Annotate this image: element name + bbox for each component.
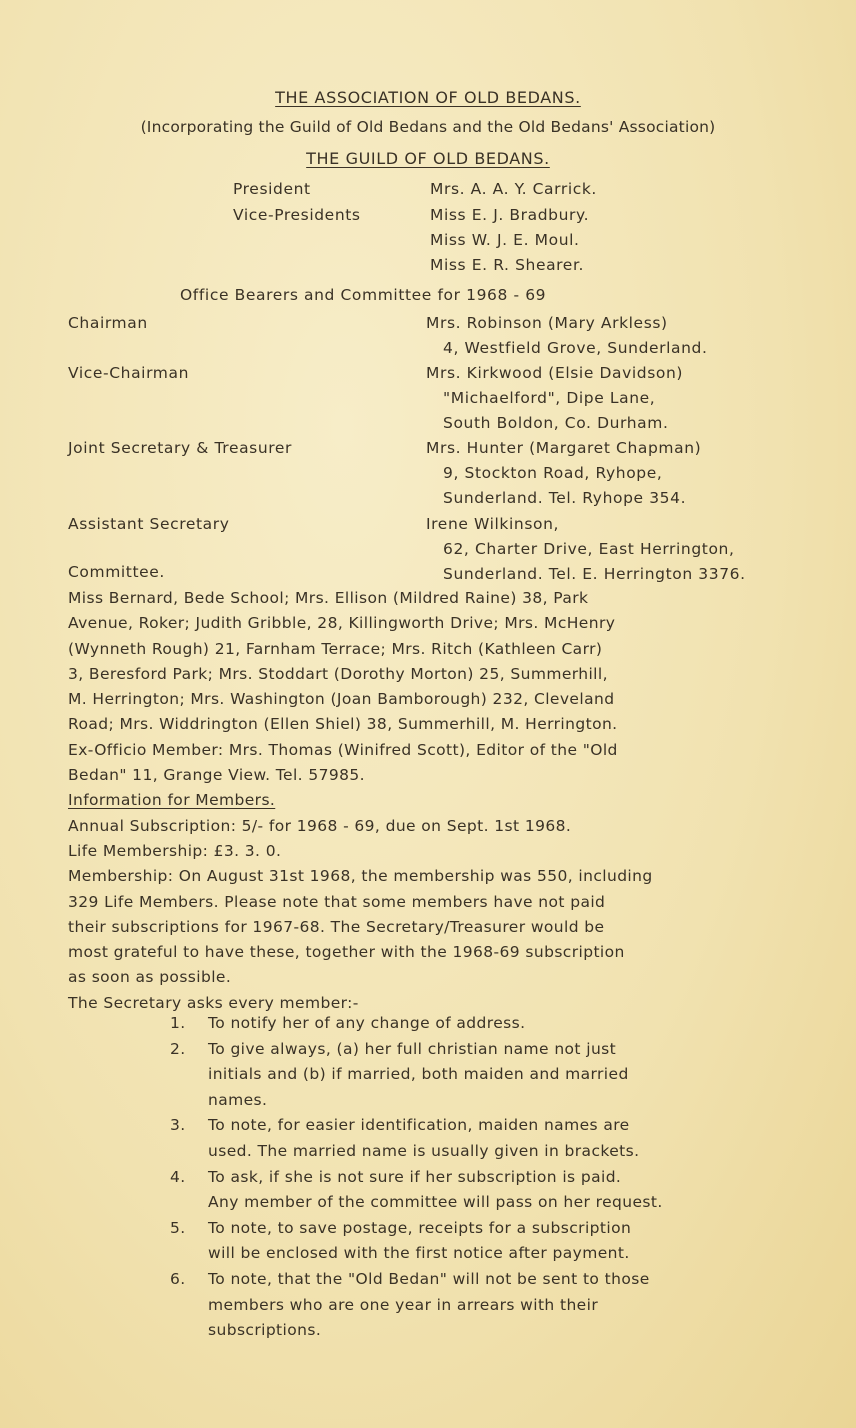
- request-text: will be enclosed with the first notice after payment.: [208, 1244, 630, 1263]
- request-item: [170, 1165, 790, 1216]
- officer-address: "Michaelford", Dipe Lane,: [443, 389, 656, 407]
- request-number: 5.: [170, 1218, 186, 1237]
- officer-address: 62, Charter Drive, East Herrington,: [443, 540, 735, 558]
- document-title: THE ASSOCIATION OF OLD BEDANS.: [275, 88, 581, 107]
- officer-role: Chairman: [68, 314, 148, 332]
- request-text: Any member of the committee will pass on her request.: [208, 1193, 663, 1212]
- request-text: To notify her of any change of address.: [208, 1014, 526, 1032]
- officer-address: Sunderland. Tel. E. Herrington 3376.: [443, 565, 746, 583]
- info-line: Life Membership: £3. 3. 0.: [68, 841, 282, 860]
- president-label: President: [233, 180, 311, 198]
- request-item: [170, 1037, 790, 1114]
- info-line: Annual Subscription: 5/- for 1968 - 69, due on Sept. 1st 1968.: [68, 816, 572, 835]
- vice-president-name: Miss E. R. Shearer.: [430, 256, 585, 274]
- requests-list: [170, 1011, 790, 1344]
- guild-heading: THE GUILD OF OLD BEDANS.: [306, 149, 550, 168]
- committee-line: M. Herrington; Mrs. Washington (Joan Bamborough) 232, Cleveland: [68, 690, 615, 709]
- office-bearers-heading: Office Bearers and Committee for 1968 - 69: [180, 286, 547, 304]
- request-text: To note, that the "Old Bedan" will not be sent to those: [208, 1269, 650, 1288]
- vice-presidents-label: Vice-Presidents: [233, 206, 361, 224]
- vice-president-name: Miss W. J. E. Moul.: [430, 231, 580, 249]
- officer-role: Assistant Secretary: [68, 515, 230, 533]
- officer-address: 4, Westfield Grove, Sunderland.: [443, 339, 708, 357]
- officer-role: Joint Secretary & Treasurer: [68, 439, 293, 457]
- officer-name: Mrs. Robinson (Mary Arkless): [426, 314, 668, 332]
- info-line: most grateful to have these, together with the 1968-69 subscription: [68, 943, 625, 962]
- request-item: [170, 1011, 790, 1037]
- request-text: To note, for easier identification, maiden names are: [208, 1116, 630, 1135]
- committee-line: Bedan" 11, Grange View. Tel. 57985.: [68, 766, 365, 785]
- officer-name: Mrs. Hunter (Margaret Chapman): [426, 439, 702, 457]
- request-number: 2.: [170, 1039, 186, 1058]
- request-text: To give always, (a) her full christian name not just: [208, 1039, 617, 1058]
- info-line: The Secretary asks every member:-: [68, 993, 359, 1012]
- committee-line: Ex-Officio Member: Mrs. Thomas (Winifred Scott), Editor of the "Old: [68, 740, 618, 759]
- request-text: To ask, if she is not sure if her subscription is paid.: [208, 1167, 622, 1186]
- committee-line: Road; Mrs. Widdrington (Ellen Shiel) 38, Summerhill, M. Herrington.: [68, 715, 618, 734]
- request-text: subscriptions.: [208, 1321, 322, 1340]
- request-text: used. The married name is usually given in brackets.: [208, 1141, 640, 1160]
- info-line: as soon as possible.: [68, 968, 232, 987]
- document-subtitle: (Incorporating the Guild of Old Bedans and the Old Bedans' Association): [140, 118, 716, 136]
- request-item: [170, 1267, 790, 1344]
- committee-label: Committee.: [68, 563, 165, 581]
- request-item: [170, 1216, 790, 1267]
- officer-address: South Boldon, Co. Durham.: [443, 414, 669, 432]
- vice-president-name: Miss E. J. Bradbury.: [430, 206, 590, 224]
- officer-name: Irene Wilkinson,: [426, 515, 560, 533]
- request-text: names.: [208, 1090, 268, 1109]
- committee-line: 3, Beresford Park; Mrs. Stoddart (Dorothy Morton) 25, Summerhill,: [68, 664, 608, 683]
- info-line: Membership: On August 31st 1968, the membership was 550, including: [68, 867, 653, 886]
- officer-name: Mrs. Kirkwood (Elsie Davidson): [426, 364, 684, 382]
- info-line: 329 Life Members. Please note that some members have not paid: [68, 892, 606, 911]
- request-item: [170, 1113, 790, 1164]
- committee-line: Miss Bernard, Bede School; Mrs. Ellison (Mildred Raine) 38, Park: [68, 589, 589, 607]
- president-name: Mrs. A. A. Y. Carrick.: [430, 180, 597, 198]
- request-number: 3.: [170, 1116, 186, 1135]
- request-number: 1.: [170, 1014, 186, 1032]
- request-number: 6.: [170, 1269, 186, 1288]
- request-text: members who are one year in arrears with their: [208, 1295, 599, 1314]
- request-number: 4.: [170, 1167, 186, 1186]
- request-text: To note, to save postage, receipts for a subscription: [208, 1218, 632, 1237]
- officer-address: Sunderland. Tel. Ryhope 354.: [443, 489, 687, 507]
- info-line: their subscriptions for 1967-68. The Secretary/Treasurer would be: [68, 917, 605, 936]
- info-heading: Information for Members.: [68, 791, 276, 810]
- officer-address: 9, Stockton Road, Ryhope,: [443, 464, 663, 482]
- committee-line: Avenue, Roker; Judith Gribble, 28, Killingworth Drive; Mrs. McHenry: [68, 614, 616, 633]
- committee-line: (Wynneth Rough) 21, Farnham Terrace; Mrs. Ritch (Kathleen Carr): [68, 639, 603, 658]
- committee-list: [68, 586, 792, 1016]
- request-text: initials and (b) if married, both maiden and married: [208, 1065, 629, 1084]
- officer-role: Vice-Chairman: [68, 364, 189, 382]
